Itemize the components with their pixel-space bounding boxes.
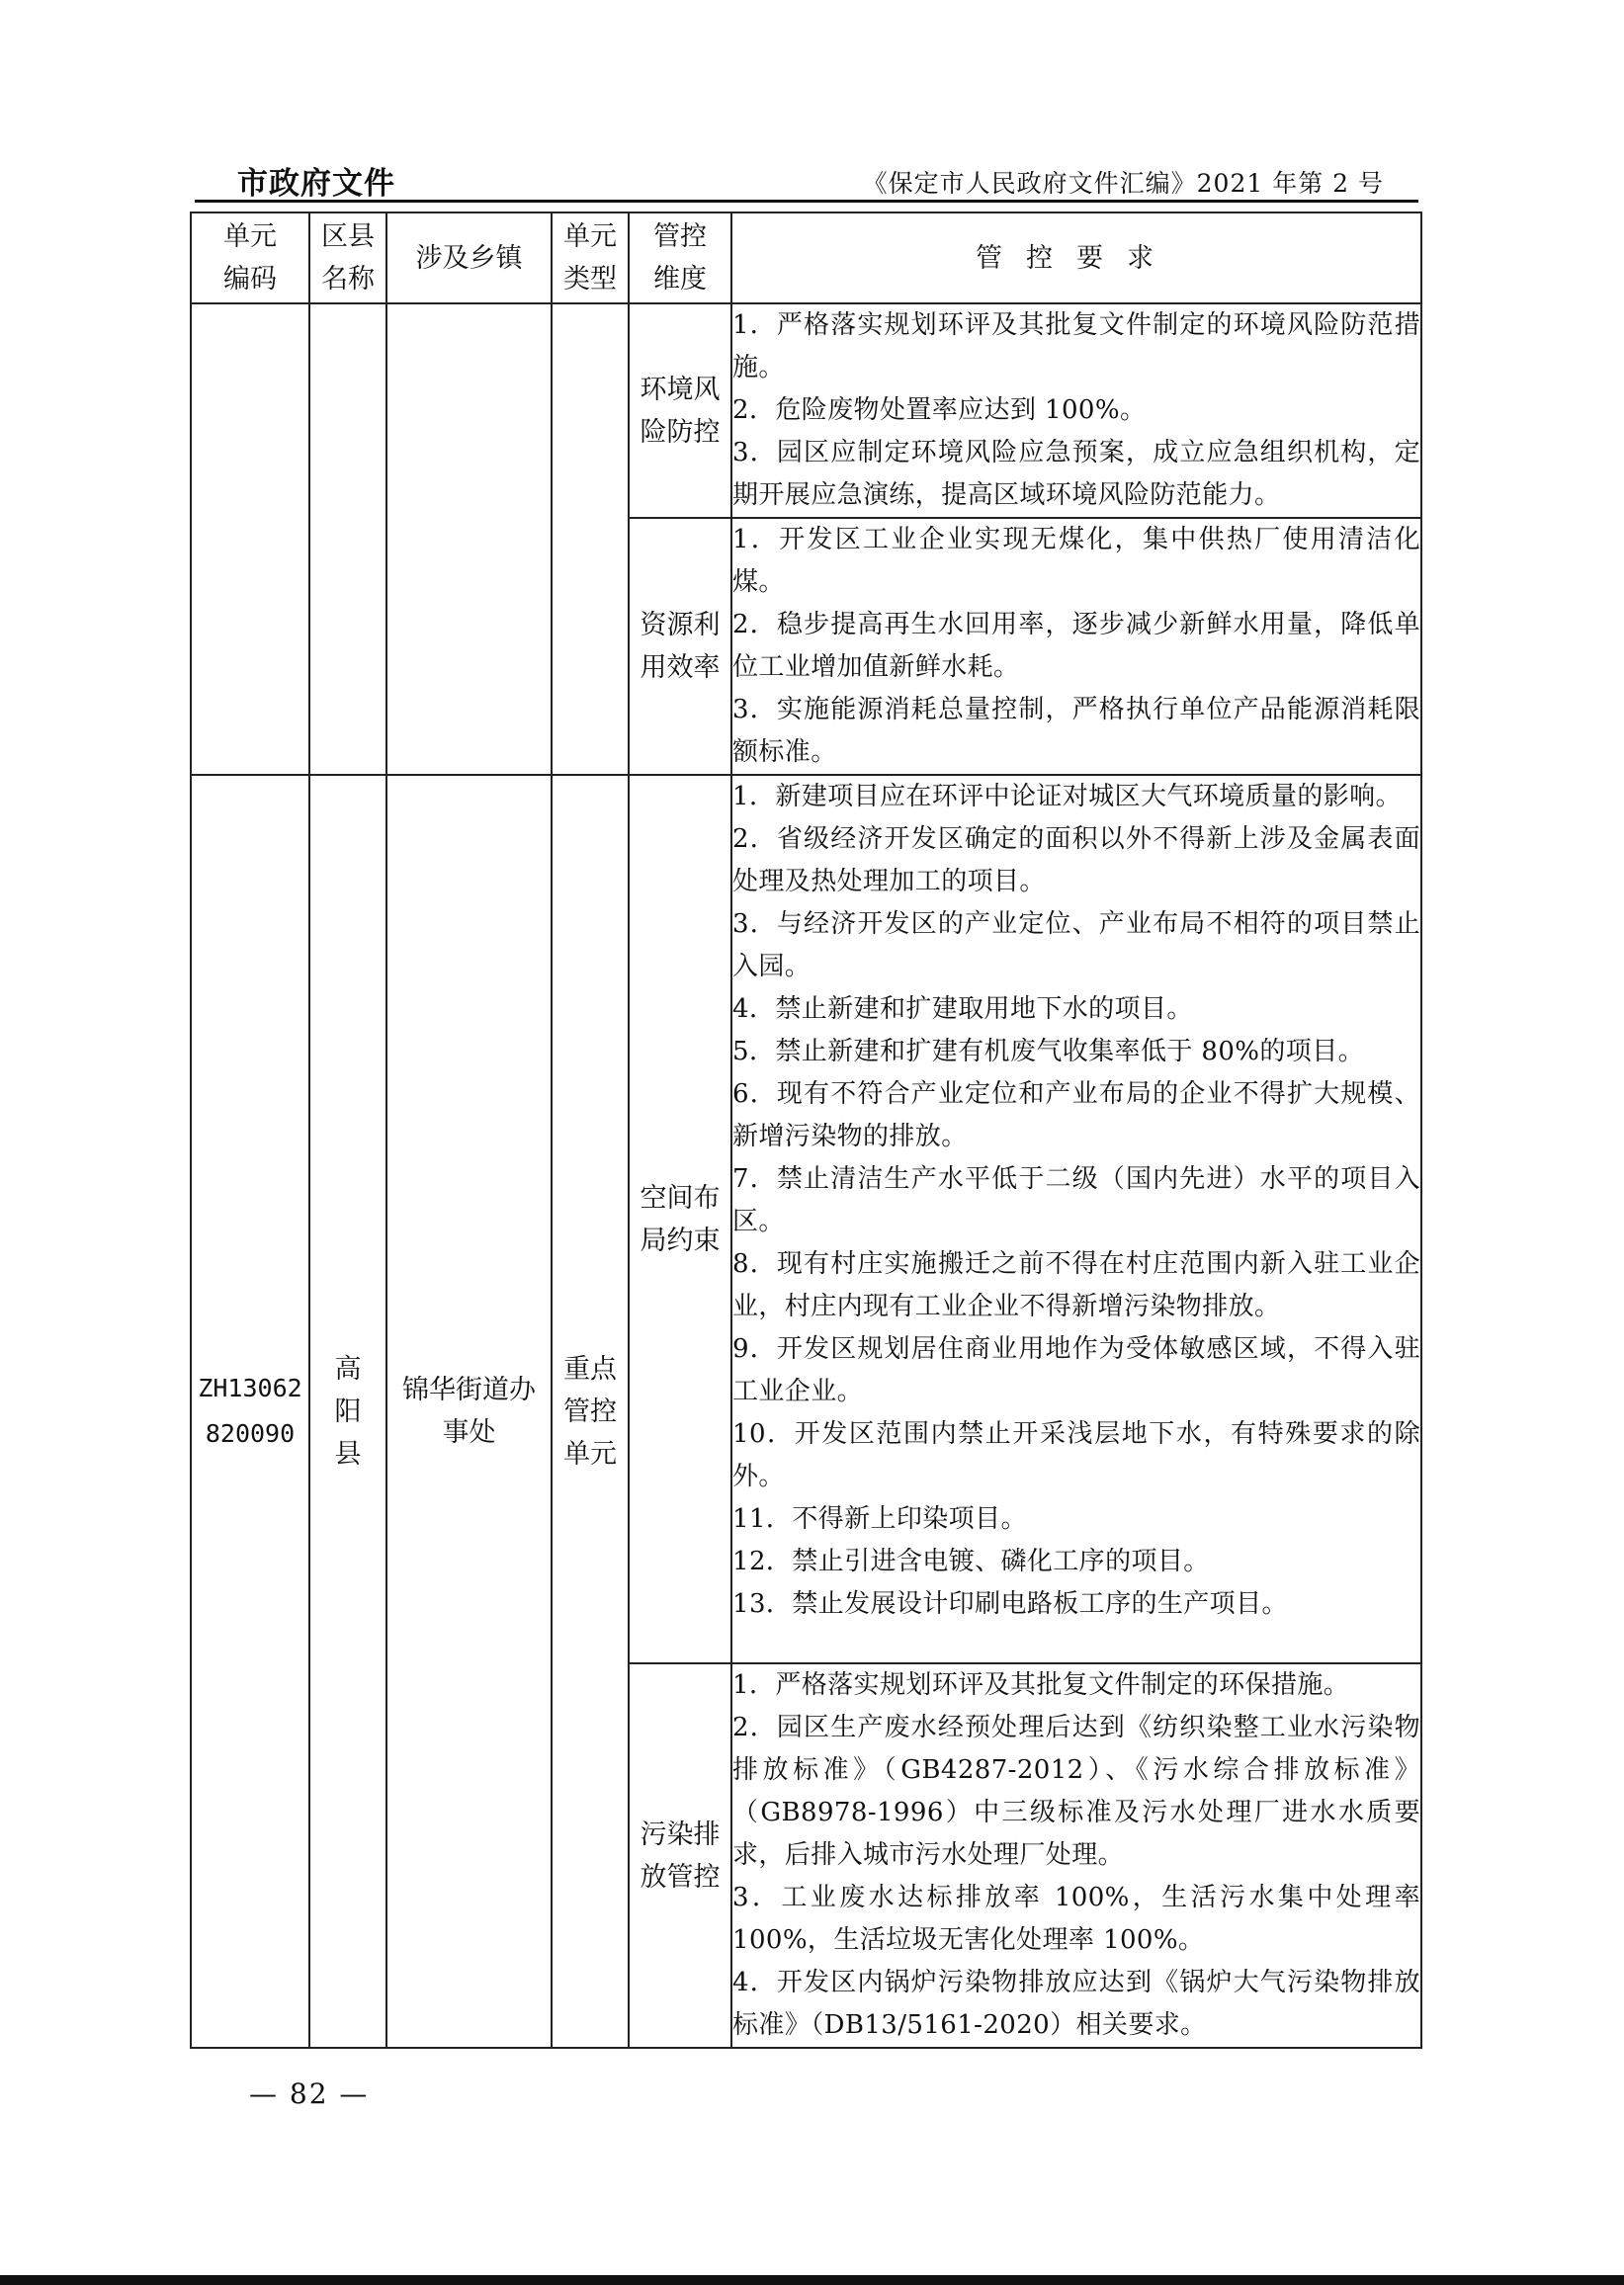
table-row (191, 775, 1421, 1663)
requirement-item: 4．开发区内锅炉污染物排放应达到《锅炉大气污染物排放标准》（DB13/5161-2020）相关要求。 (732, 1968, 1420, 2040)
requirement-item: 9．开发区规划居住商业用地作为受体敏感区域，不得入驻工业企业。 (732, 1334, 1420, 1406)
table-row (191, 303, 1421, 518)
requirements-resource-efficiency (731, 518, 1421, 775)
header-publication-title: 《保定市人民政府文件汇编》2021 年第 2 号 (862, 169, 1384, 198)
header-town: 涉及乡镇 (386, 212, 552, 303)
requirement-item: 5．禁止新建和扩建有机废气收集率低于 80%的项目。 (732, 1037, 1364, 1066)
header-divider (195, 200, 1418, 203)
requirement-item: 3．工业废水达标排放率 100%，生活污水集中处理率 100%，生活垃圾无害化处理率 100%。 (732, 1883, 1420, 1955)
page-number: — 82 — (249, 2077, 370, 2110)
requirement-item: 3．与经济开发区的产业定位、产业布局不相符的项目禁止入园。 (732, 909, 1420, 981)
requirement-item: 1．严格落实规划环评及其批复文件制定的环保措施。 (732, 1670, 1350, 1700)
unit-type-cell: 重点 管控 单元 (552, 775, 629, 2048)
requirement-item: 11．不得新上印染项目。 (732, 1504, 1027, 1534)
dimension-pollution-discharge: 污染排 放管控 (629, 1663, 731, 2048)
dimension-resource-efficiency: 资源利 用效率 (629, 518, 731, 775)
table-header-row (191, 212, 1421, 303)
requirements-spatial-layout (731, 775, 1421, 1663)
county-cell: 高 阳 县 (309, 775, 386, 2048)
scan-bottom-edge (0, 2275, 1624, 2285)
header-control-requirements: 管控要求 (731, 212, 1421, 303)
requirement-item: 12．禁止引进含电镀、磷化工序的项目。 (732, 1547, 1210, 1576)
requirement-item: 2．省级经济开发区确定的面积以外不得新上涉及金属表面处理及热处理加工的项目。 (732, 824, 1420, 896)
requirement-item: 6．现有不符合产业定位和产业布局的企业不得扩大规模、新增污染物的排放。 (732, 1079, 1420, 1151)
dimension-environmental-risk: 环境风 险防控 (629, 303, 731, 518)
requirement-item: 1．严格落实规划环评及其批复文件制定的环境风险防范措施。 (732, 310, 1420, 382)
requirement-item: 8．现有村庄实施搬迁之前不得在村庄范围内新入驻工业企业，村庄内现有工业企业不得新增污染物排放。 (732, 1249, 1420, 1321)
unit-code-cell-empty (191, 303, 309, 775)
requirement-item: 3．园区应制定环境风险应急预案，成立应急组织机构，定期开展应急演练，提高区域环境风险防范能力。 (732, 438, 1420, 510)
town-cell: 锦华街道办 事处 (386, 775, 552, 2048)
county-cell-empty (309, 303, 386, 775)
requirements-environmental-risk (731, 303, 1421, 518)
requirement-item: 13．禁止发展设计印刷电路板工序的生产项目。 (732, 1589, 1288, 1619)
requirement-item: 4．禁止新建和扩建取用地下水的项目。 (732, 994, 1193, 1024)
unit-type-cell-empty (552, 303, 629, 775)
control-requirements-table (190, 212, 1422, 2049)
header-county-name: 区县 名称 (309, 212, 386, 303)
header-section-title: 市政府文件 (237, 166, 395, 202)
requirement-item: 7．禁止清洁生产水平低于二级（国内先进）水平的项目入区。 (732, 1164, 1420, 1236)
requirement-item: 3．实施能源消耗总量控制，严格执行单位产品能源消耗限额标准。 (732, 695, 1420, 767)
header-unit-type: 单元 类型 (552, 212, 629, 303)
requirement-item: 10．开发区范围内禁止开采浅层地下水，有特殊要求的除外。 (732, 1419, 1420, 1491)
requirement-item: 2．园区生产废水经预处理后达到《纺织染整工业水污染物排放标准》（GB4287-2012）、《污水综合排放标准》（GB8978-1996）中三级标准及污水处理厂进水水质要求，后排入城市污水处理厂处理。 (732, 1713, 1420, 1870)
unit-code-cell: ZH13062 820090 (191, 775, 309, 2048)
dimension-spatial-layout: 空间布 局约束 (629, 775, 731, 1663)
header-unit-code: 单元 编码 (191, 212, 309, 303)
requirements-pollution-discharge (731, 1663, 1421, 2048)
town-cell-empty (386, 303, 552, 775)
requirement-item: 2．稳步提高再生水回用率，逐步减少新鲜水用量，降低单位工业增加值新鲜水耗。 (732, 610, 1420, 682)
requirement-item: 2．危险废物处置率应达到 100%。 (732, 395, 1147, 425)
requirement-item: 1．开发区工业企业实现无煤化，集中供热厂使用清洁化煤。 (732, 525, 1420, 597)
header-control-dimension: 管控 维度 (629, 212, 731, 303)
requirement-item: 1．新建项目应在环评中论证对城区大气环境质量的影响。 (732, 782, 1402, 811)
